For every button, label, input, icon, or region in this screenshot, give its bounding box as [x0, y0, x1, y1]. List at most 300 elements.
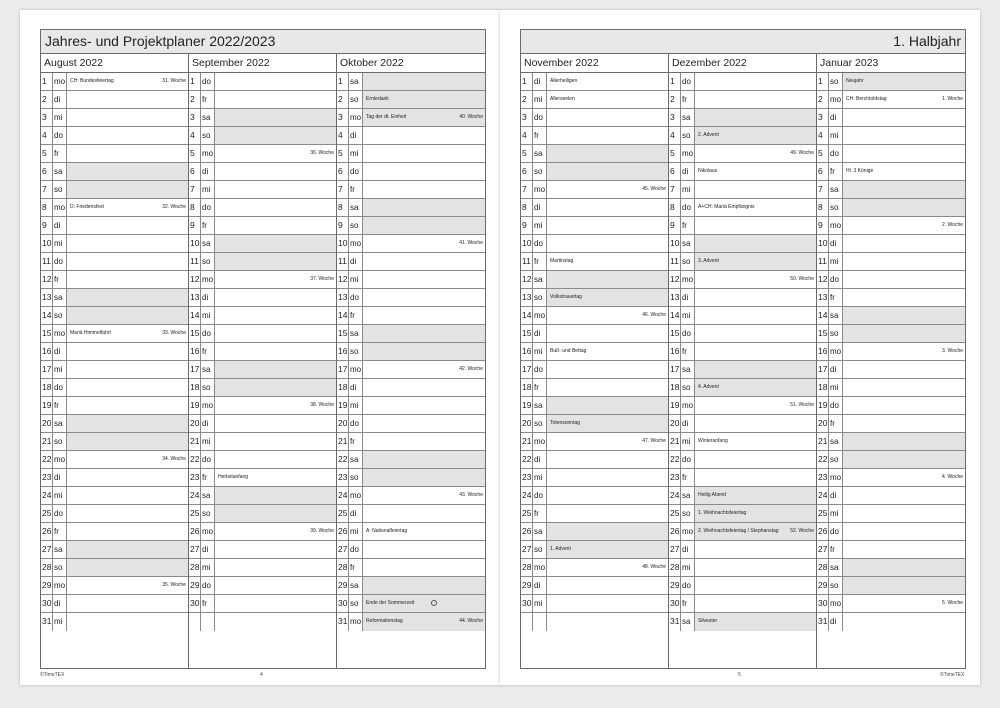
day-entry[interactable] — [363, 595, 485, 612]
day-entry[interactable] — [363, 487, 485, 504]
day-number: 23 — [669, 469, 681, 486]
weekday: mo — [53, 325, 67, 342]
day-entry[interactable] — [215, 325, 336, 342]
day-entry[interactable] — [843, 415, 965, 432]
weekday: do — [829, 145, 843, 162]
day-entry[interactable] — [695, 577, 816, 594]
day-entry[interactable] — [547, 541, 668, 558]
day-entry[interactable] — [547, 325, 668, 342]
day-entry[interactable] — [215, 397, 336, 414]
day-entry[interactable] — [215, 343, 336, 360]
day-entry[interactable] — [215, 595, 336, 612]
day-entry[interactable] — [547, 613, 668, 631]
weekday: mo — [349, 487, 363, 504]
weekday: fr — [533, 379, 547, 396]
day-entry[interactable] — [547, 109, 668, 126]
day-entry[interactable] — [695, 469, 816, 486]
day-number: 20 — [521, 415, 533, 432]
month-header: Januar 2023 — [817, 54, 965, 73]
weekday: so — [533, 163, 547, 180]
day-row — [521, 613, 668, 631]
weekday: do — [53, 127, 67, 144]
weekday: fr — [681, 91, 695, 108]
day-entry[interactable] — [67, 217, 188, 234]
day-entry[interactable] — [695, 487, 816, 504]
day-entry[interactable] — [67, 397, 188, 414]
day-entry[interactable] — [547, 343, 668, 360]
day-row — [817, 541, 965, 559]
weekday: do — [533, 487, 547, 504]
day-number: 9 — [817, 217, 829, 234]
day-entry[interactable] — [547, 433, 668, 450]
day-entry[interactable] — [843, 397, 965, 414]
day-entry[interactable] — [67, 343, 188, 360]
day-entry[interactable] — [843, 271, 965, 288]
day-entry[interactable] — [67, 361, 188, 378]
day-number: 2 — [337, 91, 349, 108]
weekday: mi — [681, 307, 695, 324]
day-entry[interactable] — [843, 109, 965, 126]
day-entry[interactable] — [695, 343, 816, 360]
day-entry[interactable] — [363, 73, 485, 90]
day-number: 9 — [189, 217, 201, 234]
day-entry[interactable] — [363, 505, 485, 522]
day-entry[interactable] — [363, 415, 485, 432]
day-number: 3 — [521, 109, 533, 126]
day-entry[interactable] — [843, 199, 965, 216]
day-entry[interactable] — [363, 361, 485, 378]
day-entry[interactable] — [215, 379, 336, 396]
day-entry[interactable] — [215, 235, 336, 252]
day-entry[interactable] — [547, 469, 668, 486]
weekday: di — [533, 325, 547, 342]
day-number: 15 — [817, 325, 829, 342]
day-entry[interactable] — [67, 577, 188, 594]
day-entry[interactable] — [695, 235, 816, 252]
day-entry[interactable] — [547, 559, 668, 576]
day-number: 12 — [189, 271, 201, 288]
day-entry[interactable] — [67, 541, 188, 558]
day-entry[interactable] — [363, 127, 485, 144]
day-entry[interactable] — [547, 235, 668, 252]
weekday: sa — [829, 559, 843, 576]
day-row — [817, 379, 965, 397]
day-entry[interactable] — [547, 523, 668, 540]
planner-frame-left — [40, 29, 486, 669]
day-entry[interactable] — [363, 559, 485, 576]
day-entry[interactable] — [215, 451, 336, 468]
day-entry[interactable] — [67, 181, 188, 198]
day-entry[interactable] — [363, 343, 485, 360]
day-number: 8 — [41, 199, 53, 216]
day-entry[interactable] — [363, 523, 485, 540]
day-entry[interactable] — [363, 289, 485, 306]
day-entry[interactable] — [363, 163, 485, 180]
weekday: fr — [829, 541, 843, 558]
day-entry[interactable] — [695, 217, 816, 234]
day-row — [337, 253, 485, 271]
weekday: sa — [533, 523, 547, 540]
day-entry[interactable] — [547, 271, 668, 288]
day-entry[interactable] — [215, 199, 336, 216]
day-entry[interactable] — [695, 109, 816, 126]
day-entry[interactable] — [67, 415, 188, 432]
day-entry[interactable] — [363, 199, 485, 216]
day-entry[interactable] — [363, 253, 485, 270]
day-entry[interactable] — [843, 487, 965, 504]
day-entry[interactable] — [363, 469, 485, 486]
day-entry[interactable] — [547, 253, 668, 270]
day-entry[interactable] — [547, 415, 668, 432]
day-row — [669, 73, 816, 91]
day-entry[interactable] — [215, 109, 336, 126]
day-number: 8 — [189, 199, 201, 216]
day-entry[interactable] — [547, 199, 668, 216]
week-number: 50. Woche — [790, 276, 814, 282]
day-row — [817, 253, 965, 271]
weekday: mi — [349, 145, 363, 162]
day-entry[interactable] — [363, 235, 485, 252]
day-row — [189, 271, 336, 289]
day-number: 17 — [41, 361, 53, 378]
day-entry[interactable] — [363, 379, 485, 396]
day-entry[interactable] — [547, 163, 668, 180]
day-entry[interactable] — [695, 595, 816, 612]
day-number: 22 — [337, 451, 349, 468]
day-entry[interactable] — [695, 397, 816, 414]
day-entry[interactable] — [215, 307, 336, 324]
day-entry[interactable] — [843, 361, 965, 378]
day-entry[interactable] — [547, 577, 668, 594]
day-entry[interactable] — [547, 361, 668, 378]
day-row — [189, 181, 336, 199]
day-entry[interactable] — [843, 469, 965, 486]
day-entry[interactable] — [547, 145, 668, 162]
day-entry[interactable] — [363, 397, 485, 414]
weekday: fr — [53, 145, 67, 162]
month-header: Oktober 2022 — [337, 54, 485, 73]
day-entry[interactable] — [695, 289, 816, 306]
day-entry[interactable] — [363, 109, 485, 126]
weekday: di — [681, 163, 695, 180]
day-number: 4 — [189, 127, 201, 144]
day-entry[interactable] — [215, 91, 336, 108]
day-row — [669, 145, 816, 163]
day-entry[interactable] — [695, 163, 816, 180]
weekday: fr — [53, 271, 67, 288]
day-entry[interactable] — [363, 91, 485, 108]
day-number: 13 — [669, 289, 681, 306]
day-entry[interactable] — [67, 199, 188, 216]
day-entry[interactable] — [843, 379, 965, 396]
day-entry[interactable] — [843, 541, 965, 558]
day-entry[interactable] — [695, 613, 816, 631]
day-entry[interactable] — [695, 199, 816, 216]
day-entry[interactable] — [215, 613, 336, 631]
day-row — [521, 595, 668, 613]
day-entry[interactable] — [215, 73, 336, 90]
day-entry[interactable] — [547, 91, 668, 108]
day-entry[interactable] — [843, 163, 965, 180]
day-row — [521, 469, 668, 487]
day-entry[interactable] — [215, 505, 336, 522]
weekday: do — [681, 199, 695, 216]
weekday: so — [349, 595, 363, 612]
day-entry[interactable] — [843, 235, 965, 252]
day-entry[interactable] — [363, 451, 485, 468]
week-number: 2. Woche — [941, 222, 963, 228]
day-number: 4 — [337, 127, 349, 144]
day-number: 1 — [41, 73, 53, 90]
day-entry[interactable] — [67, 163, 188, 180]
day-entry[interactable] — [547, 289, 668, 306]
holiday-label: 2. Advent — [698, 132, 719, 138]
day-entry[interactable] — [843, 595, 965, 612]
weekday: mi — [201, 559, 215, 576]
day-entry[interactable] — [547, 451, 668, 468]
month-column — [817, 54, 965, 668]
day-row — [817, 487, 965, 505]
day-entry[interactable] — [215, 271, 336, 288]
day-entry[interactable] — [843, 613, 965, 631]
weekday: di — [533, 577, 547, 594]
weekday: sa — [533, 271, 547, 288]
day-row — [817, 91, 965, 109]
page-number: 4 — [260, 672, 263, 678]
day-number: 16 — [189, 343, 201, 360]
day-row — [521, 361, 668, 379]
day-entry[interactable] — [363, 307, 485, 324]
day-number: 2 — [817, 91, 829, 108]
day-entry[interactable] — [215, 253, 336, 270]
day-entry[interactable] — [547, 487, 668, 504]
day-entry[interactable] — [843, 253, 965, 270]
day-row — [337, 271, 485, 289]
weekday: sa — [349, 451, 363, 468]
day-entry[interactable] — [695, 325, 816, 342]
day-entry[interactable] — [695, 433, 816, 450]
day-entry[interactable] — [67, 91, 188, 108]
day-number: 11 — [817, 253, 829, 270]
day-entry[interactable] — [215, 145, 336, 162]
day-entry[interactable] — [215, 217, 336, 234]
holiday-label: D: Friedensfest — [70, 204, 104, 210]
day-entry[interactable] — [67, 253, 188, 270]
weekday: so — [829, 577, 843, 594]
day-entry[interactable] — [547, 217, 668, 234]
day-number: 27 — [521, 541, 533, 558]
weekday: so — [829, 451, 843, 468]
day-entry[interactable] — [843, 451, 965, 468]
day-number: 24 — [521, 487, 533, 504]
day-entry[interactable] — [695, 181, 816, 198]
weekday: mo — [681, 523, 695, 540]
day-entry[interactable] — [843, 577, 965, 594]
day-entry[interactable] — [215, 541, 336, 558]
day-entry[interactable] — [363, 145, 485, 162]
day-entry[interactable] — [363, 613, 485, 631]
day-entry[interactable] — [215, 577, 336, 594]
day-entry[interactable] — [363, 541, 485, 558]
day-entry[interactable] — [547, 397, 668, 414]
day-entry[interactable] — [67, 325, 188, 342]
day-entry[interactable] — [843, 217, 965, 234]
day-entry[interactable] — [215, 523, 336, 540]
day-entry[interactable] — [843, 433, 965, 450]
day-entry[interactable] — [843, 559, 965, 576]
day-entry[interactable] — [67, 307, 188, 324]
day-entry[interactable] — [215, 181, 336, 198]
day-row — [669, 451, 816, 469]
day-entry[interactable] — [67, 235, 188, 252]
day-entry[interactable] — [215, 289, 336, 306]
day-entry[interactable] — [363, 577, 485, 594]
day-entry[interactable] — [67, 613, 188, 631]
day-entry[interactable] — [363, 181, 485, 198]
holiday-label: Winteranfang — [698, 438, 728, 444]
day-number: 14 — [817, 307, 829, 324]
day-row — [337, 127, 485, 145]
day-row — [189, 253, 336, 271]
day-entry[interactable] — [547, 307, 668, 324]
day-number: 6 — [521, 163, 533, 180]
day-entry[interactable] — [843, 343, 965, 360]
day-entry[interactable] — [67, 433, 188, 450]
day-entry[interactable] — [695, 361, 816, 378]
day-entry[interactable] — [363, 271, 485, 288]
day-entry[interactable] — [363, 217, 485, 234]
day-number: 27 — [669, 541, 681, 558]
day-entry[interactable] — [843, 73, 965, 90]
day-entry[interactable] — [547, 181, 668, 198]
day-entry[interactable] — [67, 559, 188, 576]
day-number: 22 — [669, 451, 681, 468]
day-entry[interactable] — [843, 181, 965, 198]
day-entry[interactable] — [547, 595, 668, 612]
day-row — [337, 379, 485, 397]
day-entry[interactable] — [215, 469, 336, 486]
day-row — [817, 199, 965, 217]
day-entry[interactable] — [695, 451, 816, 468]
day-entry[interactable] — [695, 271, 816, 288]
day-number: 18 — [817, 379, 829, 396]
day-entry[interactable] — [67, 595, 188, 612]
weekday: mi — [533, 343, 547, 360]
day-entry[interactable] — [695, 523, 816, 540]
day-entry[interactable] — [67, 73, 188, 90]
day-row — [41, 469, 188, 487]
day-entry[interactable] — [215, 163, 336, 180]
month-column — [41, 54, 189, 668]
weekday: mi — [349, 397, 363, 414]
day-entry[interactable] — [695, 253, 816, 270]
week-number: 45. Woche — [642, 186, 666, 192]
weekday: sa — [53, 541, 67, 558]
day-entry[interactable] — [67, 145, 188, 162]
day-entry[interactable] — [547, 73, 668, 90]
day-entry[interactable] — [695, 505, 816, 522]
weekday: mo — [681, 145, 695, 162]
day-entry[interactable] — [695, 541, 816, 558]
day-entry[interactable] — [215, 433, 336, 450]
weekday: di — [681, 415, 695, 432]
day-entry[interactable] — [843, 523, 965, 540]
clock-icon — [431, 600, 437, 606]
day-entry[interactable] — [67, 487, 188, 504]
day-row — [337, 325, 485, 343]
day-entry[interactable] — [695, 379, 816, 396]
day-row — [817, 559, 965, 577]
day-entry[interactable] — [695, 91, 816, 108]
day-entry[interactable] — [695, 307, 816, 324]
day-entry[interactable] — [695, 415, 816, 432]
day-number: 23 — [521, 469, 533, 486]
day-entry[interactable] — [363, 433, 485, 450]
day-entry[interactable] — [843, 127, 965, 144]
day-number: 26 — [41, 523, 53, 540]
day-entry[interactable] — [695, 145, 816, 162]
day-entry[interactable] — [363, 325, 485, 342]
day-entry[interactable] — [843, 307, 965, 324]
day-entry[interactable] — [67, 469, 188, 486]
weekday: fr — [681, 343, 695, 360]
weekday: di — [53, 343, 67, 360]
day-row — [41, 505, 188, 523]
weekday: mi — [53, 361, 67, 378]
day-entry[interactable] — [843, 505, 965, 522]
day-entry[interactable] — [215, 361, 336, 378]
day-entry[interactable] — [843, 289, 965, 306]
weekday: mo — [201, 397, 215, 414]
day-entry[interactable] — [695, 559, 816, 576]
day-entry[interactable] — [843, 325, 965, 342]
day-entry[interactable] — [547, 379, 668, 396]
day-entry[interactable] — [67, 289, 188, 306]
day-number: 7 — [817, 181, 829, 198]
day-entry[interactable] — [215, 559, 336, 576]
day-entry[interactable] — [67, 523, 188, 540]
day-number: 24 — [337, 487, 349, 504]
day-entry[interactable] — [67, 379, 188, 396]
day-entry[interactable] — [547, 127, 668, 144]
day-row — [189, 73, 336, 91]
day-entry[interactable] — [215, 415, 336, 432]
day-entry[interactable] — [215, 487, 336, 504]
day-entry[interactable] — [67, 109, 188, 126]
day-entry[interactable] — [67, 127, 188, 144]
month-columns — [41, 54, 485, 668]
day-entry[interactable] — [67, 505, 188, 522]
day-row — [41, 307, 188, 325]
weekday: di — [53, 595, 67, 612]
weekday: sa — [349, 199, 363, 216]
day-entry[interactable] — [695, 73, 816, 90]
day-entry[interactable] — [547, 505, 668, 522]
holiday-label: CH: Berchtoldstag — [846, 96, 887, 102]
day-row — [337, 505, 485, 523]
day-entry[interactable] — [843, 145, 965, 162]
day-entry[interactable] — [67, 271, 188, 288]
day-row — [189, 433, 336, 451]
day-row — [669, 217, 816, 235]
day-entry[interactable] — [67, 451, 188, 468]
day-entry[interactable] — [215, 127, 336, 144]
day-entry[interactable] — [843, 91, 965, 108]
weekday: do — [201, 199, 215, 216]
day-entry[interactable] — [695, 127, 816, 144]
day-row — [521, 145, 668, 163]
day-row — [669, 163, 816, 181]
